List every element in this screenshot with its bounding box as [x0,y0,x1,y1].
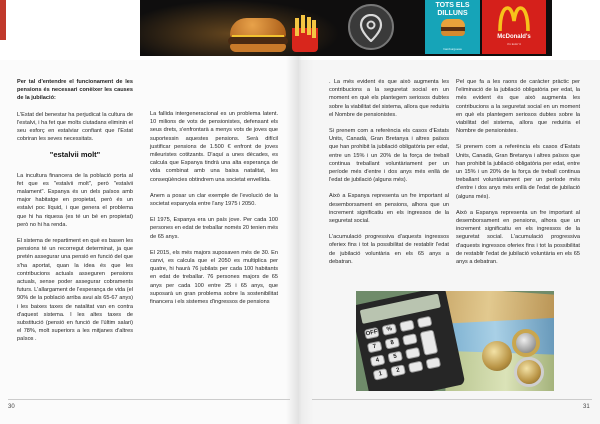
body-paragraph: Això a Espanya representa un fre important al desemborsament en pensions, alhora que un increment significatiu en els ingressos de la seguretat social. [329,193,449,225]
body-paragraph: El sistema de repartiment en què es basen les pensions té un recorregut determinat, ja que pretén assegurar una pensió en funció del que s'ha aportat, quan la idea és que les contribucions actuals asseguren pensions actuals, sense poder assegurar cobraments futurs. L'allargament de l'esperança de vida (el 90% de la població arriba avui als 65-67 anys) i les baixes taxes de natalitat van en contra d'aquest sistema. I les altes taxes de substitució (pensió en funció de l'últim salari) el 78%, molt superiors a les mitjanes d'altres països . [17,238,133,343]
ad-promo-panel[interactable] [425,0,480,54]
calculator-key [405,347,421,360]
calculator-key: % [381,323,397,336]
article-column-2 [150,110,278,314]
calculator-key [420,329,439,355]
body-paragraph: La incultura financera de la població porta al fet que es "estalvii molt", però "estalvii malament". Espanya és un dels països amb major habitatge en propietat, però és un estalvi poc líquid, i que genera el problema que hi ha riquesa (es té un bé en propietat) però no hi ha renda. [17,172,133,228]
location-pin-glyph [359,14,383,42]
body-paragraph: Això a Espanya representa un fre important al desemborsament en pensions, alhora que un increment significatiu en els ingressos de la seguretat social. L'acumulació progressiva d'aquests ingressos oferiex fins i tot la possibilitat de restablir l'edat de jubilació voluntària en els 65 anys a debatran. [456,209,580,266]
location-pin-icon[interactable] [348,4,394,50]
calculator-key [408,361,424,374]
ad-promo-fine-print: hamburguesa [443,47,462,51]
calculator-key: 2 [390,364,406,377]
calculator-key [425,357,441,370]
article-column-4 [456,78,580,274]
body-paragraph: El 1975, Espanya era un país jove. Per cada 100 persones en edat de treballar només 20 tenien més de 65 anys. [150,217,278,240]
calculator-money-photo [356,291,554,391]
body-paragraph: L'Estat del benestar ha perjudicat la cultura de l'estalvi, i ha fet que molts ciutadans eliminin el seu esforç en estalviar confiant que l'Estat cobriran les seves necessitats. [17,111,133,143]
intro-paragraph: Per tal d'entendre el funcionament de les pensions és necessari conèixer les causes de la jubilació: [17,79,133,102]
golden-arches-logo [498,6,530,32]
calculator-key: OFF [364,327,380,340]
calculator-key [399,319,415,332]
euro-coin [514,357,544,387]
calculator [356,291,465,391]
body-paragraph: La fallida intergeneracional es un problema latent. 10 milions de vots de pensionistes, defensant els seus drets, s'enfrontarà a menys vots de joves que suportessin aquestes pensions. Serà difícil justificar pensions de 1.500 € enfront de joves mileuristes cotitzants. D'aquí a unes dècades, es calcula que Espanya tindrà una alta esperança de vida combinat amb una baixa natalitat, les conseqüències obtindrem una societat envellida. [150,111,278,183]
ad-food-photo [180,4,340,54]
ad-brand-panel[interactable] [482,0,546,54]
euro-coin [512,329,540,357]
ad-promo-text: TOTS ELS DILLUNS [435,2,470,17]
footer-rule [312,399,592,400]
article-column-3 [329,78,449,274]
calculator-key [417,316,433,329]
calculator-key: 8 [384,337,400,350]
mini-burger-icon [441,19,465,39]
body-paragraph: Si prenem com a referència els casos d'Estats Units, Canadà, Gran Bretanya i altres països que han prohibit la jubilació obligatòria per edat, entre un 15% i un 20% de la força de treball continua treballant voluntàriament per un període més d'entre i dos anys més enllà de l'edat de jubilació (alguns més). [329,128,449,184]
page-number-left: 30 [8,404,15,410]
advertisement-banner[interactable] [140,0,552,56]
body-paragraph: Anem a posar un clar exemple de l'evolució de la societat espanyola entre l'any 1975 i 2050. [150,192,278,208]
body-paragraph: L'acumulació progressiva d'aquests ingressos oferiex fins i tot la possibilitat de restablir l'edat de jubilació voluntària en els 65 anys a debatran. [329,234,449,265]
fries-icon [292,28,318,52]
left-edge-accent [0,0,6,40]
calculator-key: 7 [367,341,383,354]
page-number-right: 31 [583,404,590,410]
fry [295,18,299,36]
spine-gutter [286,0,314,424]
article-column-1 [17,78,133,352]
calculator-key: 1 [373,368,389,381]
euro-coin [482,341,512,371]
pull-quote: "estalvii molt" [49,150,101,160]
body-paragraph: . La més evident és que això augmenta les contribucions a la seguretat social en un moment en què els plantegem seriosos dubtes sobre la viabilitat del sistema, allora que reduiria el Nombre de pensionistes. [329,79,449,118]
calculator-key: 5 [387,351,403,364]
body-paragraph: Pel que fa a les raons de caràcter pràctic per l'eliminació de la jubilació obligatòria per edat, la més evident és que això augmenta les contribucions a la seguretat social en un moment en què els plantegem seriosos dubtes sobre la viabilitat del sistema, allora que reduiria el Nombre de pensionistes. [456,79,580,135]
calculator-key [402,333,418,346]
body-paragraph: El 2015, els més majors suposaven més de 30. En canvi, es calcula que el 2050 es multiplica per quatre, hi haurà 76 jubilats per cada 100 habitants en edat de treballar. 76 persones majors de 65 anys per cada 100 entre 25 i 65 anys, que suposarà un gran problema sobre la sostenibilitat financera i els sistemes d'ingressos de pensions [150,249,278,306]
ad-brand-slogan: i'm lovin' it [507,42,521,46]
calculator-key: 4 [370,354,386,367]
fry [301,15,305,33]
body-paragraph: Si prenem com a referència els casos d'Estats Units, Canadà, Gran Bretanya i altres països que han prohibit la jubilació obligatòria per edat, entre un 15% i un 20% de la força de treball continua treballant voluntàriament per un període més d'entre i dos anys més enllà de l'edat de jubilació (alguns més). [456,144,580,200]
mini-bun-bottom [441,31,465,36]
mini-bun-top [441,19,465,27]
footer-rule [8,399,290,400]
fry [307,17,311,35]
fry [312,20,316,38]
burger-bun-bottom [230,44,286,52]
ad-brand-name: McDonald's [497,34,531,40]
